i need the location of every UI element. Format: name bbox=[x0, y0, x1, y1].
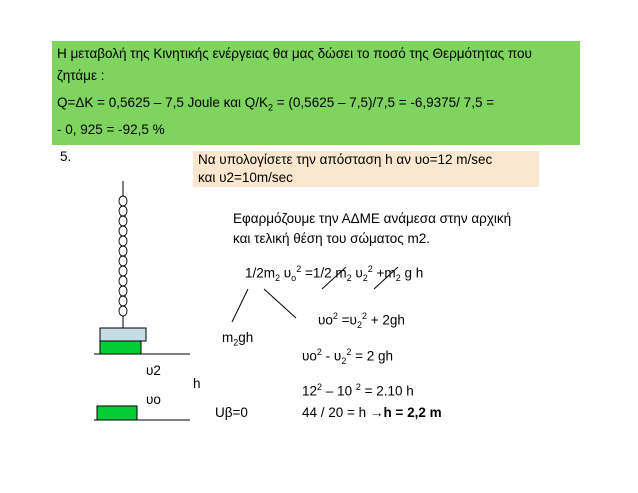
label-vo: υο bbox=[146, 392, 161, 407]
solution-intro-1: Εφαρμόζουμε την ΑΔΜΕ ανάμεσα στην αρχική bbox=[233, 211, 512, 226]
arrow-kinetic-2 bbox=[322, 267, 346, 289]
final-result: h = 2,2 m bbox=[383, 405, 442, 420]
intro-line-3: Q=ΔK = 0,5625 – 7,5 Joule και $Q/K_2 = (0,5625 - 7,5)/7,5 = -6,9375/$ 7,5 = bbox=[57, 95, 495, 113]
problem-line-1: Να υπολογίσετε την απόσταση h αν υο=12 m/sec bbox=[198, 152, 493, 167]
arrow-to-m2gh bbox=[232, 289, 248, 322]
equation-2: $\upsilon o^2 =\upsilon_2^2 + 2gh$ bbox=[318, 311, 405, 331]
equation-5: 44 / 20 = h →h = 2,2 m bbox=[302, 405, 442, 420]
arrow-icon: → bbox=[369, 405, 384, 420]
block-upper-pale bbox=[100, 328, 146, 341]
label-m2gh: $m_2gh$ bbox=[222, 330, 254, 348]
spring-coils bbox=[119, 196, 127, 316]
intro-line-1: Η μεταβολή της Κινητικής ενέργειας θα μας δώσει το ποσό της Θερμότητας που bbox=[57, 46, 532, 61]
block-lower-green bbox=[97, 406, 137, 420]
intro-line-4: - 0, 925 = -92,5 % bbox=[57, 122, 165, 137]
arrow-kinetic-1 bbox=[264, 289, 296, 318]
problem-number: 5. bbox=[60, 149, 72, 164]
problem-line-2: και υ2=10m/sec bbox=[198, 170, 293, 185]
equation-3: $\upsilon o^2 - \upsilon_2^2 = 2$ gh bbox=[302, 347, 394, 367]
arrow-potential bbox=[374, 267, 398, 289]
intro-line-2: ζητάμε : bbox=[57, 68, 105, 83]
block-upper-green bbox=[100, 341, 141, 354]
equation-energy: $1/2m_2$ $\upsilon_o^2 =1/2$ $m_2$ $\upsilon_2^2 +m_2$ g h bbox=[245, 264, 424, 284]
equation-4: $12^2 - 10$ $^2$ = 2.10 h bbox=[302, 382, 414, 399]
solution-intro-2: και τελική θέση του σώματος m2. bbox=[233, 231, 431, 246]
label-v2: υ2 bbox=[146, 363, 161, 378]
label-h: h bbox=[193, 376, 201, 391]
label-potential-zero: Uβ=0 bbox=[215, 405, 248, 420]
